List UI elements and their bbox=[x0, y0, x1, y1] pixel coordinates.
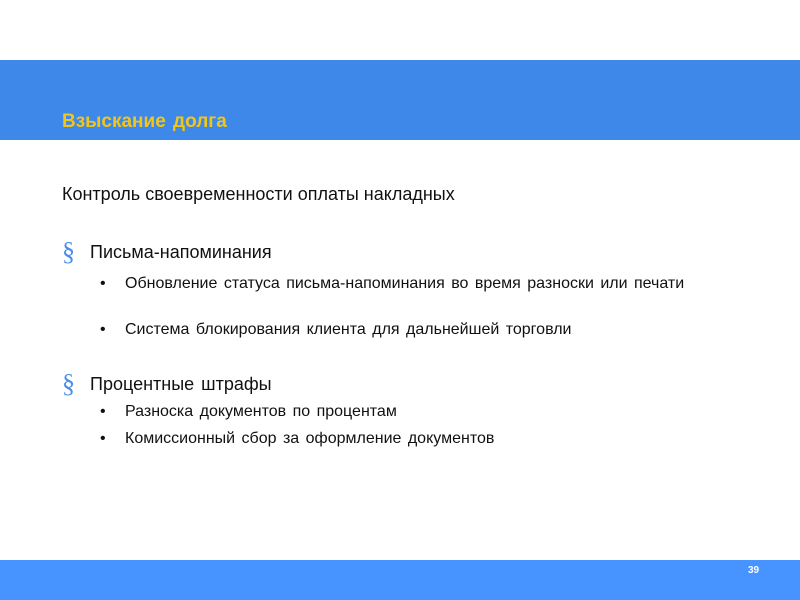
bullet-text: Обновление статуса письма-напоминания во время разноски или печати bbox=[125, 275, 685, 292]
bullet-item bbox=[100, 274, 740, 294]
intro-text: Контроль своевременности оплаты накладных bbox=[62, 184, 455, 204]
bullet-text: Комиссионный сбор за оформление документов bbox=[125, 430, 495, 447]
bullet-icon: • bbox=[100, 430, 106, 447]
section-sign-icon: § bbox=[62, 369, 75, 398]
bullet-item bbox=[100, 320, 740, 340]
bullet-icon: • bbox=[100, 403, 106, 420]
bullet-item bbox=[100, 402, 740, 422]
section-label: Письма-напоминания bbox=[90, 242, 272, 262]
section-label: Процентные штрафы bbox=[90, 374, 272, 394]
bullet-icon: • bbox=[100, 321, 106, 338]
bullet-icon: • bbox=[100, 275, 106, 292]
page-number: 39 bbox=[748, 565, 760, 576]
bullet-text: Система блокирования клиента для дальнейшей торговли bbox=[125, 321, 572, 338]
section-sign-icon: § bbox=[62, 237, 75, 266]
slide-title: Взыскание долга bbox=[62, 111, 227, 132]
bullet-text: Разноска документов по процентам bbox=[125, 403, 397, 420]
footer-band bbox=[0, 560, 800, 600]
bullet-item bbox=[100, 429, 740, 449]
